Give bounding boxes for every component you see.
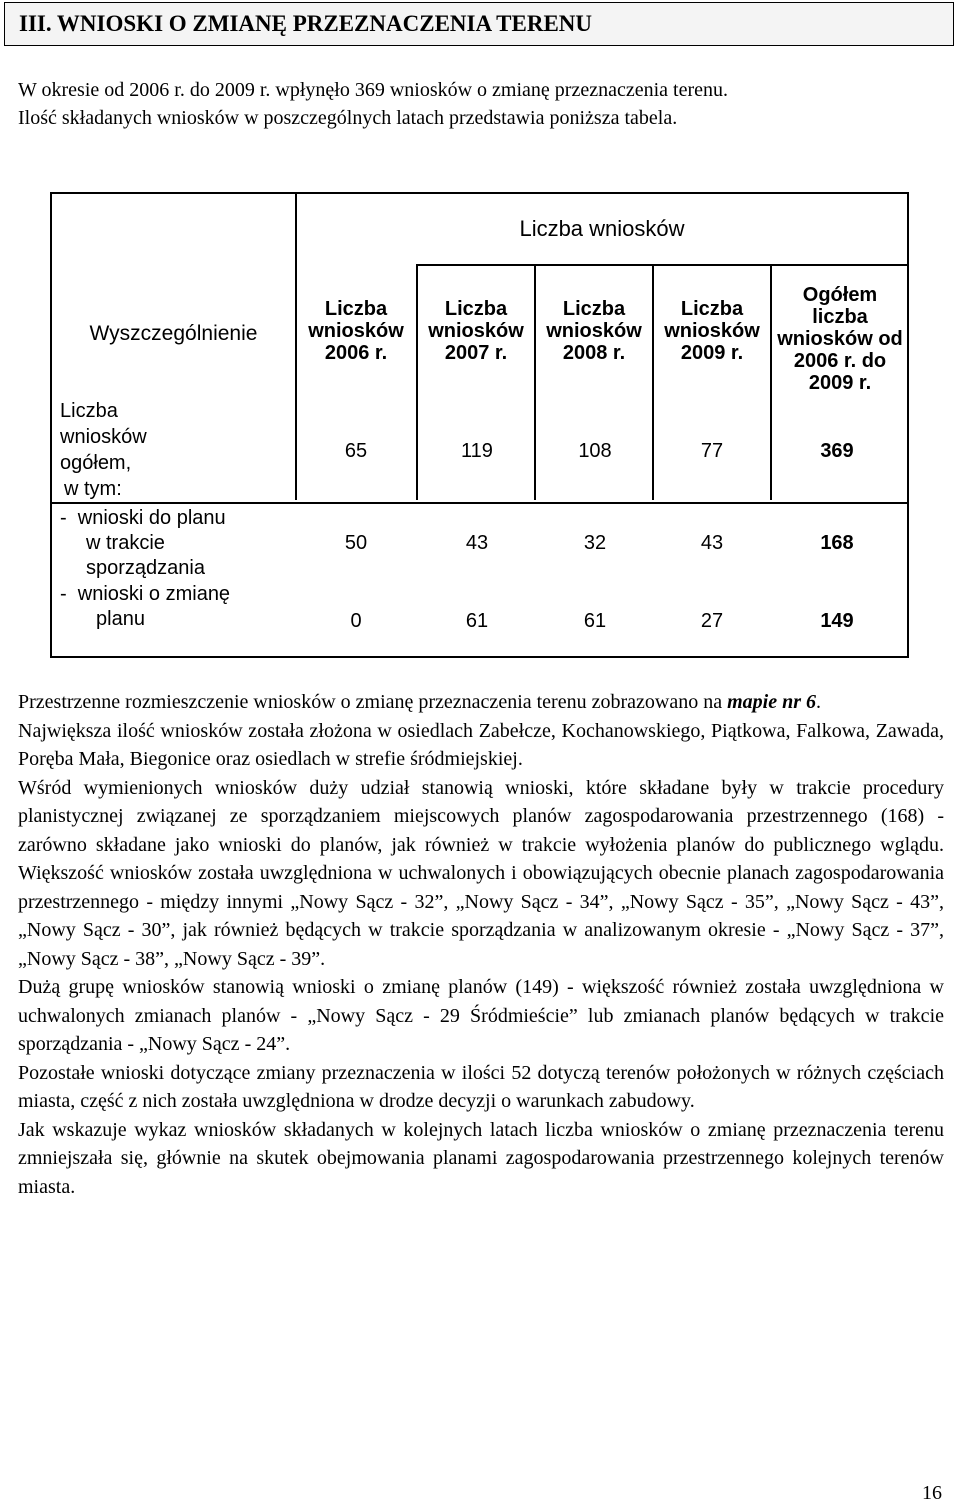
col-header-2006 (297, 286, 415, 376)
col-header-2008 (536, 286, 652, 376)
total-2006: 65 (344, 440, 368, 462)
change-2009: 27 (700, 610, 724, 632)
paragraph-plan-changes: Dużą grupę wniosków stanowią wnioski o zmianę planów (149) - większość również została uwzględniona w uchwalonych zmianach planów - „Nowy Sącz - 29 Śródmieście” lub zmianach planów będących w trakcie sporządzania - „Nowy Sącz - 24”. (18, 976, 944, 1055)
row-label-line: - wnioski o zmianę (60, 583, 231, 605)
row-label-line: ogółem, (60, 452, 132, 474)
planned-2007: 43 (465, 532, 489, 554)
planned-2009: 43 (700, 532, 724, 554)
row-label-planned (60, 506, 280, 581)
row-label-total (60, 398, 200, 502)
paragraph-text: . (816, 691, 821, 713)
col-header-2007 (418, 286, 534, 376)
col-header-line: 2006 r. do (793, 350, 887, 372)
applications-table (50, 192, 909, 658)
total-2009: 77 (700, 440, 724, 462)
col-header-line: 2007 r. (444, 342, 508, 364)
row-label-line: w tym: (64, 478, 122, 500)
col-header-line: 2009 r. (680, 342, 744, 364)
col-header-line: wniosków (664, 320, 760, 342)
col-header-line: Liczba (324, 298, 388, 320)
col-header-line: wniosków (546, 320, 642, 342)
change-2008: 61 (583, 610, 607, 632)
row-label-line: planu (96, 608, 145, 630)
col-header-line: Liczba (680, 298, 744, 320)
stub-header: Wyszczególnienie (89, 322, 258, 345)
row-label-change (60, 582, 280, 632)
row-label-line: w trakcie (86, 532, 165, 554)
row-label-line: - wnioski do planu (60, 507, 226, 529)
col-header-line: wniosków (308, 320, 404, 342)
page-number: 16 (922, 1482, 942, 1504)
col-header-line: Liczba (444, 298, 508, 320)
paragraph-procedure: Wśród wymienionych wniosków duży udział stanowią wnioski, które składane były w trakcie procedury planistycznej związanej ze sporządzaniem miejscowych planów zagospodarowania przestrzennego (168) - zarówno składane jako wnioski do planów, jak również w trakcie wyłożenia planów do publicznego wglądu. Większość wniosków została uwzględniona w uchwalonych i obowiązujących obecnie planach zagospodarowania przestrzennego - między innymi „Nowy Sącz - 32”, „Nowy Sącz - 34”, „Nowy Sącz - 35”, „Nowy Sącz - 43”, „Nowy Sącz - 30”, jak również będących w trakcie sporządzania w analizowanym okresie - „Nowy Sącz - 37”, „Nowy Sącz - 38”, „Nowy Sącz - 39”. (18, 776, 944, 970)
col-header-line: 2006 r. (324, 342, 388, 364)
col-header-line: 2008 r. (562, 342, 626, 364)
col-header-total (772, 270, 908, 408)
row-label-line: Liczba wniosków (60, 400, 147, 448)
row-label-line: sporządzania (86, 557, 205, 579)
body-text (18, 688, 944, 1201)
paragraph-map-reference (18, 688, 944, 717)
intro-line-2: Ilość składanych wniosków w poszczególnych latach przedstawia poniższa tabela. (18, 107, 678, 129)
intro-line-1: W okresie od 2006 r. do 2009 r. wpłynęło 369 wniosków o zmianę przeznaczenia terenu. (18, 79, 728, 101)
planned-2008: 32 (583, 532, 607, 554)
col-header-line: Liczba (562, 298, 626, 320)
change-2006: 0 (350, 610, 362, 632)
planned-2006: 50 (344, 532, 368, 554)
col-header-line: liczba (812, 306, 868, 328)
section-heading-text: III. WNIOSKI O ZMIANĘ PRZEZNACZENIA TERENU (19, 11, 593, 36)
paragraph-remaining: Pozostałe wnioski dotyczące zmiany przeznaczenia w ilości 52 dotyczą terenów położonych w różnych częściach miasta, część z nich została uwzględniona w drodze decyzji o warunkach zabudowy. (18, 1061, 944, 1112)
col-header-2009 (654, 286, 770, 376)
col-header-line: Ogółem (802, 284, 878, 306)
paragraph-conclusion: Jak wskazuje wykaz wniosków składanych w kolejnych latach liczba wniosków o zmianę przeznaczenia terenu zmniejszała się, głównie na skutek obejmowania planami zagospodarowania przestrzennego kolejnych terenów miasta. (18, 1118, 944, 1198)
total-2007: 119 (461, 440, 493, 462)
total-all: 369 (820, 440, 854, 462)
section-heading (4, 2, 954, 46)
col-header-line: 2009 r. (808, 372, 872, 394)
change-2007: 61 (465, 610, 489, 632)
map-reference: mapie nr 6 (727, 691, 816, 713)
paragraph-text: Przestrzenne rozmieszczenie wniosków o zmianę przeznaczenia terenu zobrazowano na (18, 691, 728, 713)
table-rule (52, 502, 907, 504)
paragraph-locations: Największa ilość wniosków została złożona w osiedlach Zabełcze, Kochanowskiego, Piątkowa, Falkowa, Zawada, Poręba Mała, Biegonice oraz osiedlach w strefie śródmiejskiej. (18, 719, 944, 770)
super-header: Liczba wniosków (519, 216, 685, 241)
total-2008: 108 (578, 440, 612, 462)
change-all: 149 (820, 610, 854, 632)
col-header-line: wniosków od (777, 328, 903, 350)
planned-all: 168 (820, 532, 854, 554)
table-rule (416, 264, 907, 266)
col-header-line: wniosków (428, 320, 524, 342)
intro-paragraph (18, 76, 944, 132)
